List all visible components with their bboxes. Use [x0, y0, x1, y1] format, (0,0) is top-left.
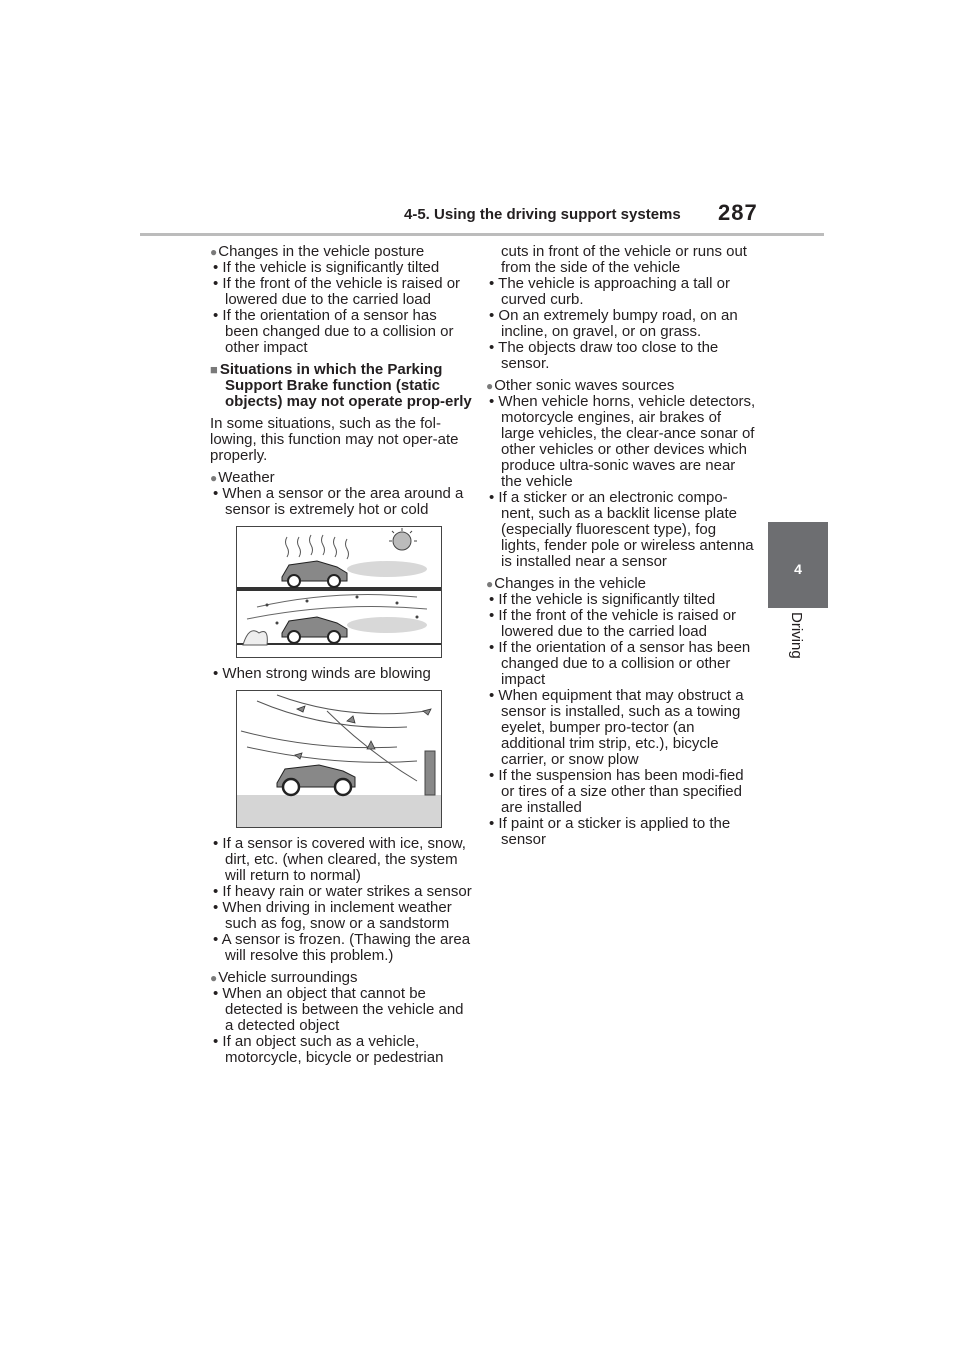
list-item: • If paint or a sticker is applied to the sensor — [489, 815, 731, 848]
list-item: • If a sensor is covered with ice, snow, dirt, etc. (when cleared, the system will return to normal) — [213, 835, 466, 884]
hot-cold-weather-illustration — [236, 526, 442, 658]
list-item: • When vehicle horns, vehicle detectors, motorcycle engines, air brakes of large vehicles, the clear-ance sonar of other vehicles or other devices which produce ultra-sonic waves are near the vehicle — [489, 393, 756, 490]
list-item: • If an object such as a vehicle, motorcycle, bicycle or pedestrian — [213, 1033, 444, 1066]
list-item: • If a sticker or an electronic compo-nent, such as a backlit license plate (especially fluorescent type), fog lights, fender pole or wireless antenna is installed near a sensor — [489, 489, 754, 570]
list-item: • A sensor is frozen. (Thawing the area will resolve this problem.) — [213, 931, 471, 964]
list-item: • If the suspension has been modi-fied or tires of a size other than specified are installed — [489, 767, 744, 816]
bullet-dot-icon: ● — [210, 471, 218, 485]
strong-wind-illustration — [236, 690, 442, 828]
list-item: • The vehicle is approaching a tall or curved curb. — [489, 275, 730, 308]
list-item: • On an extremely bumpy road, on an incline, on gravel, or on grass. — [489, 307, 738, 340]
list-heading: ●Weather — [210, 469, 275, 486]
bullet-dot-icon: ● — [210, 971, 218, 985]
header-divider — [140, 233, 824, 236]
section-title: 4-5. Using the driving support systems — [404, 206, 681, 223]
list-item: • If the front of the vehicle is raised or lowered due to the carried load — [489, 607, 737, 640]
list-item: • If heavy rain or water strikes a sensor — [213, 883, 472, 900]
list-heading: ●Changes in the vehicle posture — [210, 243, 425, 260]
list-item: • When a sensor or the area around a sensor is extremely hot or cold — [213, 485, 464, 518]
bullet-dot-icon: ● — [210, 245, 218, 259]
square-bullet-icon: ■ — [210, 362, 218, 377]
list-heading: ●Vehicle surroundings — [210, 969, 358, 986]
list-item: • If the orientation of a sensor has been changed due to a collision or other impact — [489, 639, 751, 688]
right-column — [486, 244, 756, 848]
list-item: • If the vehicle is significantly tilted — [489, 591, 716, 608]
list-item-continuation: cuts in front of the vehicle or runs out from the side of the vehicle — [501, 243, 747, 276]
list-item: • The objects draw too close to the sensor. — [489, 339, 719, 372]
chapter-label: Driving — [788, 612, 805, 659]
bullet-dot-icon: ● — [486, 379, 494, 393]
list-heading: ●Changes in the vehicle — [486, 575, 647, 592]
bullet-dot-icon: ● — [486, 577, 494, 591]
chapter-tab — [768, 522, 828, 608]
list-item: • If the orientation of a sensor has been changed due to a collision or other impact — [213, 307, 454, 356]
list-item: • When an object that cannot be detected is between the vehicle and a detected object — [213, 985, 464, 1034]
page-number: 287 — [718, 200, 758, 225]
chapter-number: 4 — [794, 561, 802, 577]
intro-paragraph: In some situations, such as the fol-lowing, this function may not oper-ate properly. — [210, 415, 459, 464]
list-item: • When strong winds are blowing — [213, 665, 431, 682]
list-item: • If the front of the vehicle is raised or lowered due to the carried load — [213, 275, 461, 308]
list-item: • When driving in inclement weather such as fog, snow or a sandstorm — [213, 899, 452, 932]
list-item: • When equipment that may obstruct a sensor is installed, such as a towing eyelet, bumper pro-tector (an additional trim strip, etc.), bicycle carrier, or snow plow — [489, 687, 744, 768]
list-item: • If the vehicle is significantly tilted — [213, 259, 440, 276]
left-column — [210, 244, 472, 1066]
list-heading: ●Other sonic waves sources — [486, 377, 675, 394]
section-subheading: ■ Situations in which the Parking Support Brake function (static objects) may not operate prop-erly — [210, 361, 472, 410]
